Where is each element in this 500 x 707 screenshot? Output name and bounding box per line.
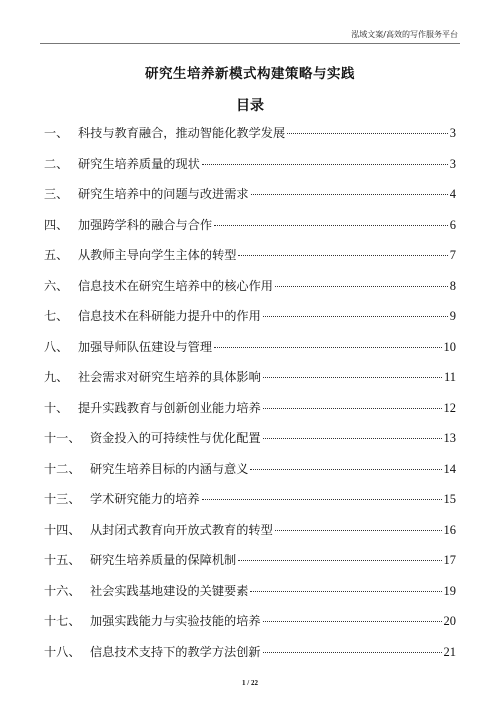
toc-entry[interactable] <box>44 124 456 155</box>
toc-entry-page-number: 19 <box>443 583 456 598</box>
toc-entry[interactable] <box>44 643 456 674</box>
toc-entry-title: 研究生培养目标的内涵与意义 <box>90 461 249 476</box>
toc-dot-leader <box>238 255 447 256</box>
toc-entry[interactable] <box>44 399 456 430</box>
toc-entry-number: 八、 <box>44 339 69 354</box>
toc-entry[interactable] <box>44 612 456 643</box>
page-header <box>0 0 500 44</box>
toc-entry-number: 十八、 <box>44 644 81 659</box>
toc-entry-page-number: 20 <box>443 614 456 628</box>
toc-entry-title: 研究生培养质量的保障机制 <box>90 553 237 567</box>
toc-entry[interactable] <box>44 338 456 369</box>
toc-entry-title: 加强跨学科的融合与合作 <box>78 217 213 232</box>
toc-entry[interactable] <box>44 216 456 247</box>
toc-entry-number: 十二、 <box>44 461 81 476</box>
toc-dot-leader <box>263 438 442 439</box>
toc-dot-leader <box>214 225 448 226</box>
toc-entry-title: 社会实践基地建设的关键要素 <box>90 583 249 598</box>
toc-entry[interactable] <box>44 368 456 399</box>
toc-entry[interactable] <box>44 582 456 613</box>
toc-dot-leader <box>202 164 448 165</box>
toc-entry-number: 十六、 <box>44 583 81 598</box>
toc-entry-title: 研究生培养质量的现状 <box>78 156 200 171</box>
toc-heading: 目录 <box>236 98 264 114</box>
toc-entry-number: 十三、 <box>44 492 81 506</box>
toc-dot-leader <box>238 560 441 561</box>
toc-entry[interactable] <box>44 185 456 216</box>
toc-entry-number: 二、 <box>44 156 69 171</box>
toc-dot-leader <box>263 408 442 409</box>
toc-entry-number: 十四、 <box>44 522 81 537</box>
toc-entry-number: 五、 <box>44 248 69 262</box>
toc-entry-number: 三、 <box>44 187 69 201</box>
toc-dot-leader <box>287 133 448 134</box>
toc-entry-page-number: 7 <box>449 248 456 262</box>
toc-dot-leader <box>263 377 442 378</box>
toc-entry-page-number: 13 <box>443 431 456 445</box>
toc-entry[interactable] <box>44 246 456 277</box>
toc-entry-page-number: 11 <box>443 370 456 384</box>
toc-entry[interactable] <box>44 490 456 521</box>
toc-entry-page-number: 4 <box>449 187 456 201</box>
document-title: 研究生培养新模式构建策略与实践 <box>145 66 355 82</box>
page-number: 1 / 22 <box>242 679 258 687</box>
toc-entry-title: 提升实践教育与创新创业能力培养 <box>78 400 261 415</box>
toc-entry-page-number: 9 <box>449 309 456 323</box>
toc-entry-page-number: 14 <box>443 461 456 476</box>
toc-entry-number: 四、 <box>44 217 69 232</box>
toc-entry-title: 科技与教育融合，推动智能化教学发展 <box>78 126 286 140</box>
toc-entry-title: 从教师主导向学生主体的转型 <box>78 248 237 262</box>
toc-dot-leader <box>250 591 441 592</box>
toc-entry-number: 十五、 <box>44 553 81 567</box>
toc-entry-number: 十七、 <box>44 614 81 628</box>
toc-entry-number: 七、 <box>44 309 69 323</box>
toc-entry-page-number: 3 <box>449 156 456 171</box>
toc-dot-leader <box>263 621 442 622</box>
header-divider <box>40 43 460 44</box>
toc-entry-title: 加强导师队伍建设与管理 <box>78 339 213 354</box>
toc-entry-number: 一、 <box>44 126 69 140</box>
toc-entry-title: 信息技术在研究生培养中的核心作用 <box>78 278 273 293</box>
toc-entry-page-number: 17 <box>443 553 456 567</box>
toc-entry-number: 十一、 <box>44 431 81 445</box>
header-brand-text: 泓域文案/高效的写作服务平台 <box>351 30 458 39</box>
toc-entry-title: 从封闭式教育向开放式教育的转型 <box>90 522 273 537</box>
toc-entry-page-number: 21 <box>443 644 456 659</box>
toc-entry-title: 学术研究能力的培养 <box>90 492 200 506</box>
toc-entry-number: 六、 <box>44 278 69 293</box>
toc-entry[interactable] <box>44 521 456 552</box>
toc-entry[interactable] <box>44 307 456 338</box>
toc-dot-leader <box>250 469 441 470</box>
toc-entry-title: 信息技术在科研能力提升中的作用 <box>78 309 261 323</box>
toc-entry-title: 社会需求对研究生培养的具体影响 <box>78 370 261 384</box>
toc-entry-page-number: 12 <box>443 400 456 415</box>
table-of-contents <box>44 124 456 673</box>
toc-dot-leader <box>202 499 442 500</box>
toc-entry[interactable] <box>44 551 456 582</box>
toc-entry[interactable] <box>44 277 456 308</box>
toc-entry[interactable] <box>44 155 456 186</box>
toc-entry-title: 信息技术支持下的教学方法创新 <box>90 644 261 659</box>
toc-entry-title: 资金投入的可持续性与优化配置 <box>90 431 261 445</box>
toc-dot-leader <box>263 652 442 653</box>
toc-entry-page-number: 15 <box>443 492 456 506</box>
toc-dot-leader <box>251 194 448 195</box>
toc-entry-title: 加强实践能力与实验技能的培养 <box>90 614 261 628</box>
toc-entry-title: 研究生培养中的问题与改进需求 <box>78 187 249 201</box>
toc-entry-number: 九、 <box>44 370 69 384</box>
toc-entry[interactable] <box>44 460 456 491</box>
toc-entry[interactable] <box>44 429 456 460</box>
toc-entry-page-number: 10 <box>443 339 456 354</box>
toc-dot-leader <box>263 316 448 317</box>
toc-entry-page-number: 6 <box>449 217 456 232</box>
toc-dot-leader <box>275 530 442 531</box>
toc-dot-leader <box>214 347 441 348</box>
toc-dot-leader <box>275 286 448 287</box>
toc-entry-page-number: 16 <box>443 522 456 537</box>
toc-entry-page-number: 8 <box>449 278 456 293</box>
toc-entry-number: 十、 <box>44 400 69 415</box>
toc-entry-page-number: 3 <box>449 126 456 140</box>
